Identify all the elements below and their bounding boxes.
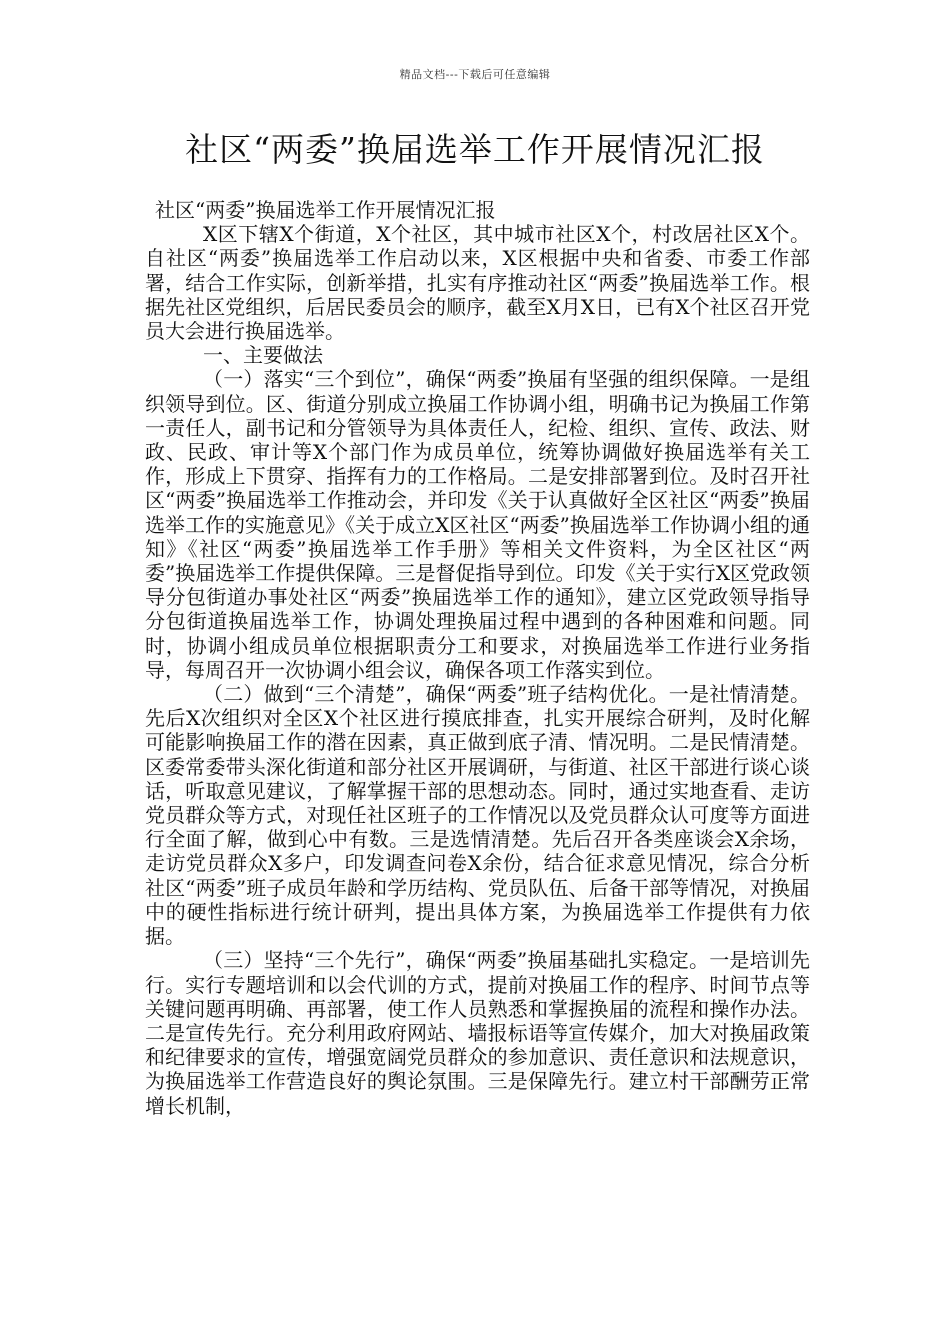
paragraph-item-3: （三）坚持“三个先行”，确保“两委”换届基础扎实稳定。一是培训先行。实行专题培训和以会代训的方式，提前对换届工作的程序、时间节点等关键问题再明确、再部署，使工作人员熟悉和掌握换届的流程和操作办法。二是宣传先行。充分利用政府网站、墙报标语等宣传媒介，加大对换届政策和纪律要求的宣传，增强宽阔党员群众的参加意识、责任意识和法规意识，为换届选举工作营造良好的舆论氛围。三是保障先行。建立村干部酬劳正常增长机制， <box>145 948 810 1118</box>
paragraph-item-1: （一）落实“三个到位”，确保“两委”换届有坚强的组织保障。一是组织领导到位。区、街道分别成立换届工作协调小组，明确书记为换届工作第一责任人，副书记和分管领导为具体责任人，纪检、组织、宣传、政法、财政、民政、审计等X个部门作为成员单位，统筹协调做好换届选举有关工作，形成上下贯穿、指挥有力的工作格局。二是安排部署到位。及时召开社区“两委”换届选举工作推动会，并印发《关于认真做好全区社区“两委”换届选举工作的实施意见》《关于成立X区社区“两委”换届选举工作协调小组的通知》《社区“两委”换届选举工作手册》等相关文件资料，为全区社区“两委”换届选举工作提供保障。三是督促指导到位。印发《关于实行X区党政领导分包街道办事处社区“两委”换届选举工作的通知》，建立区党政领导指导分包街道换届选举工作，协调处理换届过程中遇到的各种困难和问题。同时，协调小组成员单位根据职责分工和要求，对换届选举工作进行业务指导，每周召开一次协调小组会议，确保各项工作落实到位。 <box>145 367 810 682</box>
document-body <box>145 198 810 1118</box>
paragraph-item-2: （二）做到“三个清楚”，确保“两委”班子结构优化。一是社情清楚。先后X次组织对全区X个社区进行摸底排查，扎实开展综合研判，及时化解可能影响换届工作的潜在因素，真正做到底子清、情况明。二是民情清楚。区委常委带头深化街道和部分社区开展调研，与街道、社区干部进行谈心谈话，听取意见建议，了解掌握干部的思想动态。同时，通过实地查看、走访党员群众等方式，对现任社区班子的工作情况以及党员群众认可度等方面进行全面了解，做到心中有数。三是选情清楚。先后召开各类座谈会X余场，走访党员群众X多户，印发调查问卷X余份，结合征求意见情况，综合分析社区“两委”班子成员年龄和学历结构、党员队伍、后备干部等情况，对换届中的硬性指标进行统计研判，提出具体方案，为换届选举工作提供有力依据。 <box>145 682 810 949</box>
document-title: 社区“两委”换届选举工作开展情况汇报 <box>185 130 765 169</box>
section-heading-main-practices: 一、主要做法 <box>203 343 323 368</box>
document-subtitle: 社区“两委”换届选举工作开展情况汇报 <box>155 198 496 222</box>
paragraph-intro: X区下辖X个街道，X个社区，其中城市社区X个，村改居社区X个。自社区“两委”换届选举工作启动以来，X区根据中央和省委、市委工作部署，结合工作实际，创新举措，扎实有序推动社区“两委”换届选举工作。根据先社区党组织，后居民委员会的顺序，截至X月X日，已有X个社区召开党员大会进行换届选举。 <box>145 222 810 344</box>
header-note: 精品文档---下载后可任意编辑 <box>399 68 551 81</box>
